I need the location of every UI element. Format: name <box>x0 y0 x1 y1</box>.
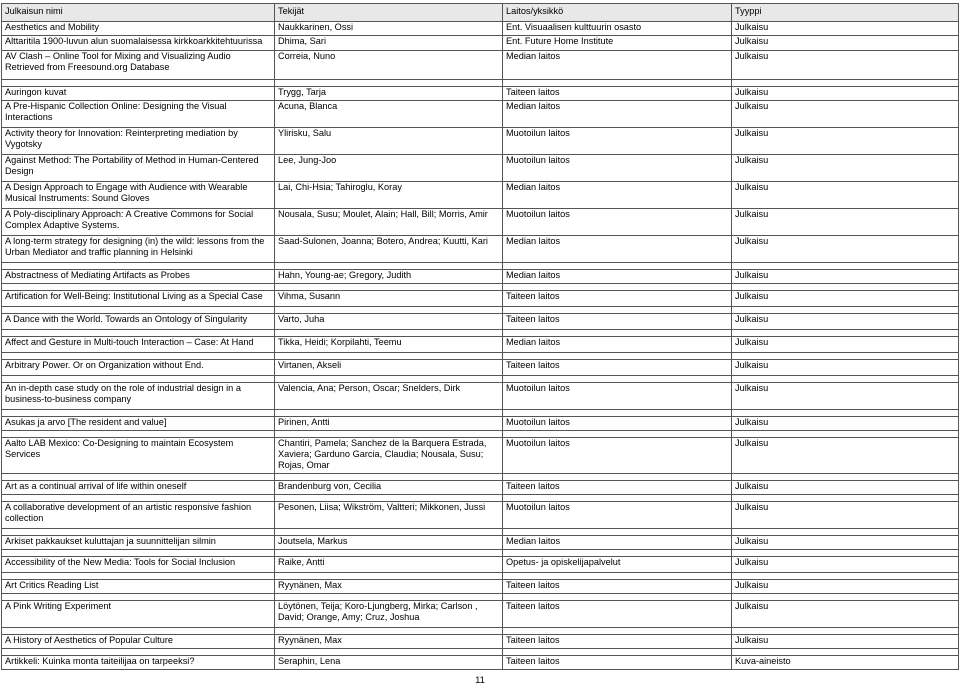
cell-department: Muotoilun laitos <box>503 438 732 474</box>
spacer-cell <box>2 263 275 270</box>
cell-department: Taiteen laitos <box>503 601 732 628</box>
cell-title: Accessibility of the New Media: Tools for Social Inclusion <box>2 557 275 573</box>
spacer-cell <box>2 410 275 417</box>
cell-authors: Naukkarinen, Ossi <box>275 22 503 36</box>
cell-title: A Design Approach to Engage with Audience with Wearable Musical Instruments: Sound Gloves <box>2 182 275 209</box>
cell-authors: Nousala, Susu; Moulet, Alain; Hall, Bill; Morris, Amir <box>275 209 503 236</box>
spacer-cell <box>2 80 275 87</box>
cell-authors: Saad-Sulonen, Joanna; Botero, Andrea; Kuutti, Kari <box>275 236 503 263</box>
table-row <box>2 270 959 284</box>
spacer-cell <box>732 474 959 481</box>
cell-authors: Lee, Jung-Joo <box>275 155 503 182</box>
cell-title: Aalto LAB Mexico: Co-Designing to maintain Ecosystem Services <box>2 438 275 474</box>
spacer-cell <box>275 80 503 87</box>
spacer-cell <box>2 431 275 438</box>
spacer-cell <box>503 474 732 481</box>
cell-department: Muotoilun laitos <box>503 128 732 155</box>
spacer-cell <box>732 628 959 635</box>
table-row <box>2 101 959 128</box>
row-spacer <box>2 330 959 337</box>
table-row <box>2 438 959 474</box>
cell-type: Julkaisu <box>732 417 959 431</box>
cell-department: Taiteen laitos <box>503 656 732 670</box>
header-title: Julkaisun nimi <box>2 4 275 22</box>
table-row <box>2 236 959 263</box>
table-row <box>2 502 959 529</box>
cell-authors: Virtanen, Akseli <box>275 360 503 376</box>
cell-type: Julkaisu <box>732 580 959 594</box>
cell-type: Julkaisu <box>732 314 959 330</box>
spacer-cell <box>2 628 275 635</box>
cell-title: Arbitrary Power. Or on Organization without End. <box>2 360 275 376</box>
table-row <box>2 51 959 80</box>
header-authors: Tekijät <box>275 4 503 22</box>
cell-department: Taiteen laitos <box>503 291 732 307</box>
spacer-cell <box>503 80 732 87</box>
row-spacer <box>2 649 959 656</box>
spacer-cell <box>503 263 732 270</box>
spacer-cell <box>275 307 503 314</box>
cell-title: A Dance with the World. Towards an Ontology of Singularity <box>2 314 275 330</box>
spacer-cell <box>503 307 732 314</box>
spacer-cell <box>2 529 275 536</box>
spacer-cell <box>732 529 959 536</box>
cell-type: Julkaisu <box>732 536 959 550</box>
spacer-cell <box>503 376 732 383</box>
table-row <box>2 601 959 628</box>
spacer-cell <box>2 474 275 481</box>
row-spacer <box>2 263 959 270</box>
cell-type: Julkaisu <box>732 101 959 128</box>
table-row <box>2 481 959 495</box>
table-row <box>2 155 959 182</box>
table-row <box>2 36 959 51</box>
cell-title: A collaborative development of an artistic responsive fashion collection <box>2 502 275 529</box>
spacer-cell <box>503 330 732 337</box>
cell-title: An in-depth case study on the role of industrial design in a business-to-business company <box>2 383 275 410</box>
row-spacer <box>2 284 959 291</box>
cell-title: Affect and Gesture in Multi-touch Interaction – Case: At Hand <box>2 337 275 353</box>
spacer-cell <box>275 529 503 536</box>
spacer-cell <box>503 529 732 536</box>
cell-type: Julkaisu <box>732 557 959 573</box>
row-spacer <box>2 573 959 580</box>
cell-authors: Tikka, Heidi; Korpilahti, Teemu <box>275 337 503 353</box>
cell-department: Median laitos <box>503 51 732 80</box>
cell-authors: Ryynänen, Max <box>275 635 503 649</box>
table-row <box>2 656 959 670</box>
spacer-cell <box>732 263 959 270</box>
cell-type: Julkaisu <box>732 128 959 155</box>
cell-title: Arkiset pakkaukset kuluttajan ja suunnittelijan silmin <box>2 536 275 550</box>
row-spacer <box>2 410 959 417</box>
cell-authors: Löytönen, Teija; Koro-Ljungberg, Mirka; Carlson , David; Orange, Amy; Cruz, Joshua <box>275 601 503 628</box>
header-type: Tyyppi <box>732 4 959 22</box>
cell-department: Median laitos <box>503 182 732 209</box>
cell-title: Asukas ja arvo [The resident and value] <box>2 417 275 431</box>
spacer-cell <box>732 431 959 438</box>
spacer-cell <box>275 550 503 557</box>
spacer-cell <box>275 573 503 580</box>
table-row <box>2 209 959 236</box>
cell-department: Taiteen laitos <box>503 635 732 649</box>
row-spacer <box>2 376 959 383</box>
spacer-cell <box>732 594 959 601</box>
cell-authors: Seraphin, Lena <box>275 656 503 670</box>
row-spacer <box>2 80 959 87</box>
cell-title: A Pink Writing Experiment <box>2 601 275 628</box>
spacer-cell <box>732 284 959 291</box>
spacer-cell <box>275 410 503 417</box>
cell-department: Muotoilun laitos <box>503 209 732 236</box>
cell-title: Auringon kuvat <box>2 87 275 101</box>
spacer-cell <box>732 573 959 580</box>
spacer-cell <box>732 410 959 417</box>
cell-title: Alttaritila 1900-luvun alun suomalaisessa kirkkoarkkitehtuurissa <box>2 36 275 51</box>
cell-type: Julkaisu <box>732 155 959 182</box>
cell-type: Julkaisu <box>732 337 959 353</box>
spacer-cell <box>275 263 503 270</box>
spacer-cell <box>732 550 959 557</box>
spacer-cell <box>503 550 732 557</box>
cell-title: Artification for Well-Being: Institutional Living as a Special Case <box>2 291 275 307</box>
cell-title: Artikkeli: Kuinka monta taiteilijaa on tarpeeksi? <box>2 656 275 670</box>
cell-title: A Poly-disciplinary Approach: A Creative Commons for Social Complex Adaptive Systems. <box>2 209 275 236</box>
cell-type: Julkaisu <box>732 270 959 284</box>
row-spacer <box>2 307 959 314</box>
cell-department: Taiteen laitos <box>503 87 732 101</box>
spacer-cell <box>275 649 503 656</box>
cell-title: A Pre-Hispanic Collection Online: Designing the Visual Interactions <box>2 101 275 128</box>
cell-authors: Brandenburg von, Cecilia <box>275 481 503 495</box>
cell-department: Muotoilun laitos <box>503 155 732 182</box>
cell-authors: Varto, Juha <box>275 314 503 330</box>
cell-title: Aesthetics and Mobility <box>2 22 275 36</box>
cell-type: Julkaisu <box>732 360 959 376</box>
cell-department: Ent. Future Home Institute <box>503 36 732 51</box>
table-row <box>2 557 959 573</box>
cell-type: Julkaisu <box>732 383 959 410</box>
table-row <box>2 291 959 307</box>
spacer-cell <box>503 410 732 417</box>
spacer-cell <box>275 628 503 635</box>
row-spacer <box>2 431 959 438</box>
cell-authors: Acuna, Blanca <box>275 101 503 128</box>
cell-type: Julkaisu <box>732 481 959 495</box>
spacer-cell <box>732 376 959 383</box>
cell-department: Taiteen laitos <box>503 314 732 330</box>
cell-title: Art Critics Reading List <box>2 580 275 594</box>
publications-table <box>1 3 959 670</box>
cell-type: Julkaisu <box>732 51 959 80</box>
spacer-cell <box>503 495 732 502</box>
cell-type: Julkaisu <box>732 22 959 36</box>
cell-title: Abstractness of Mediating Artifacts as Probes <box>2 270 275 284</box>
cell-department: Taiteen laitos <box>503 580 732 594</box>
cell-department: Opetus- ja opiskelijapalvelut <box>503 557 732 573</box>
spacer-cell <box>2 376 275 383</box>
cell-authors: Correia, Nuno <box>275 51 503 80</box>
cell-authors: Lai, Chi-Hsia; Tahiroglu, Koray <box>275 182 503 209</box>
cell-department: Taiteen laitos <box>503 481 732 495</box>
cell-type: Julkaisu <box>732 182 959 209</box>
cell-type: Julkaisu <box>732 502 959 529</box>
spacer-cell <box>2 573 275 580</box>
table-row <box>2 182 959 209</box>
table-row <box>2 314 959 330</box>
cell-authors: Chantiri, Pamela; Sanchez de la Barquera Estrada, Xaviera; Garduno Garcia, Claudia; Nousala, Susu; Rojas, Omar <box>275 438 503 474</box>
cell-type: Julkaisu <box>732 36 959 51</box>
spacer-cell <box>275 594 503 601</box>
row-spacer <box>2 628 959 635</box>
spacer-cell <box>275 284 503 291</box>
cell-department: Muotoilun laitos <box>503 502 732 529</box>
cell-authors: Pirinen, Antti <box>275 417 503 431</box>
spacer-cell <box>275 353 503 360</box>
table-row <box>2 87 959 101</box>
cell-type: Julkaisu <box>732 209 959 236</box>
spacer-cell <box>732 80 959 87</box>
row-spacer <box>2 594 959 601</box>
cell-department: Median laitos <box>503 101 732 128</box>
row-spacer <box>2 353 959 360</box>
spacer-cell <box>732 495 959 502</box>
cell-department: Median laitos <box>503 270 732 284</box>
cell-title: A History of Aesthetics of Popular Culture <box>2 635 275 649</box>
cell-department: Median laitos <box>503 236 732 263</box>
table-row <box>2 22 959 36</box>
cell-title: A long-term strategy for designing (in) the wild: lessons from the Urban Mediator and traffic planning in Helsinki <box>2 236 275 263</box>
spacer-cell <box>2 649 275 656</box>
spacer-cell <box>503 649 732 656</box>
page-number: 11 <box>475 675 485 686</box>
cell-authors: Vihma, Susann <box>275 291 503 307</box>
cell-authors: Pesonen, Liisa; Wikström, Valtteri; Mikkonen, Jussi <box>275 502 503 529</box>
cell-authors: Hahn, Young-ae; Gregory, Judith <box>275 270 503 284</box>
cell-title: Against Method: The Portability of Method in Human-Centered Design <box>2 155 275 182</box>
cell-authors: Ryynänen, Max <box>275 580 503 594</box>
cell-authors: Ylirisku, Salu <box>275 128 503 155</box>
spacer-cell <box>275 495 503 502</box>
table-row <box>2 337 959 353</box>
table-header-row <box>2 4 959 22</box>
spacer-cell <box>2 353 275 360</box>
spacer-cell <box>2 307 275 314</box>
header-department: Laitos/yksikkö <box>503 4 732 22</box>
spacer-cell <box>2 495 275 502</box>
spacer-cell <box>275 431 503 438</box>
cell-type: Julkaisu <box>732 236 959 263</box>
table-row <box>2 128 959 155</box>
row-spacer <box>2 495 959 502</box>
spacer-cell <box>732 353 959 360</box>
spacer-cell <box>732 649 959 656</box>
cell-title: Activity theory for Innovation: Reinterpreting mediation by Vygotsky <box>2 128 275 155</box>
cell-type: Julkaisu <box>732 291 959 307</box>
cell-department: Median laitos <box>503 337 732 353</box>
cell-type: Julkaisu <box>732 87 959 101</box>
row-spacer <box>2 550 959 557</box>
cell-authors: Trygg, Tarja <box>275 87 503 101</box>
cell-authors: Dhima, Sari <box>275 36 503 51</box>
table-row <box>2 580 959 594</box>
spacer-cell <box>503 594 732 601</box>
cell-authors: Raike, Antti <box>275 557 503 573</box>
cell-type: Julkaisu <box>732 635 959 649</box>
cell-department: Muotoilun laitos <box>503 383 732 410</box>
cell-title: AV Clash – Online Tool for Mixing and Visualizing Audio Retrieved from Freesound.org Database <box>2 51 275 80</box>
table-row <box>2 360 959 376</box>
spacer-cell <box>503 628 732 635</box>
cell-department: Muotoilun laitos <box>503 417 732 431</box>
spacer-cell <box>2 284 275 291</box>
table-row <box>2 635 959 649</box>
spacer-cell <box>503 431 732 438</box>
cell-authors: Valencia, Ana; Person, Oscar; Snelders, Dirk <box>275 383 503 410</box>
publications-table-body <box>2 4 959 670</box>
cell-type: Kuva-aineisto <box>732 656 959 670</box>
spacer-cell <box>275 376 503 383</box>
cell-department: Ent. Visuaalisen kulttuurin osasto <box>503 22 732 36</box>
cell-type: Julkaisu <box>732 601 959 628</box>
spacer-cell <box>732 307 959 314</box>
cell-department: Median laitos <box>503 536 732 550</box>
spacer-cell <box>275 474 503 481</box>
spacer-cell <box>2 594 275 601</box>
cell-type: Julkaisu <box>732 438 959 474</box>
cell-department: Taiteen laitos <box>503 360 732 376</box>
cell-title: Art as a continual arrival of life within oneself <box>2 481 275 495</box>
spacer-cell <box>275 330 503 337</box>
table-row <box>2 417 959 431</box>
spacer-cell <box>2 330 275 337</box>
table-row <box>2 383 959 410</box>
row-spacer <box>2 474 959 481</box>
spacer-cell <box>503 284 732 291</box>
spacer-cell <box>732 330 959 337</box>
cell-authors: Joutsela, Markus <box>275 536 503 550</box>
table-row <box>2 536 959 550</box>
row-spacer <box>2 529 959 536</box>
spacer-cell <box>503 573 732 580</box>
spacer-cell <box>2 550 275 557</box>
spacer-cell <box>503 353 732 360</box>
